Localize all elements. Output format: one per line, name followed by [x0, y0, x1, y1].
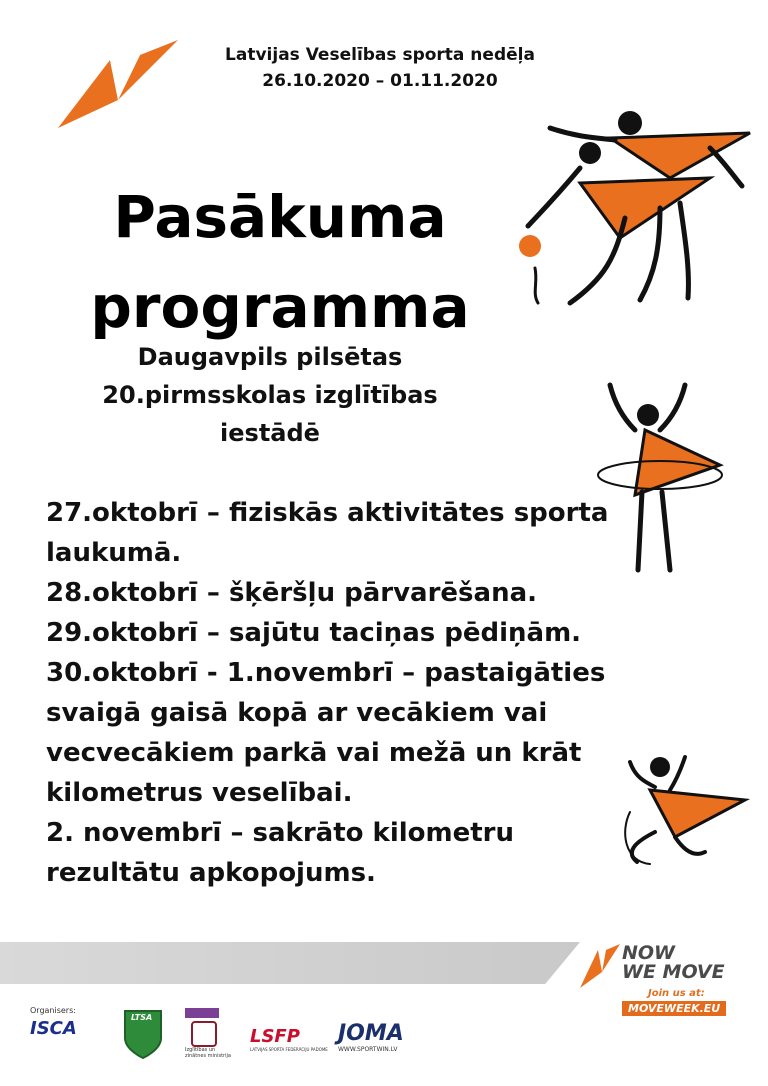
subtitle-line-2: 20.pirmsskolas izglītības	[102, 381, 438, 409]
page-title	[60, 172, 500, 352]
ltsa-logo-text: LTSA	[131, 1013, 153, 1022]
ministry-crest-icon	[191, 1021, 217, 1047]
ministry-name: Izglītības un zinātnes ministrija	[185, 1047, 231, 1059]
program-item	[46, 573, 666, 613]
hula-hoop-illustration	[590, 380, 730, 580]
title-line-2: programma	[90, 273, 470, 341]
moveweek-arrow-logo	[50, 40, 180, 135]
subtitle	[70, 338, 470, 452]
brand-line-1: NOW	[622, 942, 676, 964]
ball-players-illustration	[510, 108, 755, 313]
now-we-move-logo	[578, 938, 748, 1018]
program-item-text: vecvecākiem parkā vai mežā un krāt	[46, 738, 582, 768]
ministry-color-bar	[185, 1008, 219, 1018]
program-item-text: kilometrus veselībai.	[46, 778, 353, 808]
isca-logo-text: ISCA	[30, 1018, 77, 1039]
joma-subtitle: WWW.SPORTWIN.LV	[338, 1046, 398, 1053]
program-item-text: 28.oktobrī – šķēršļu pārvarēšana.	[46, 578, 538, 608]
subtitle-line-1: Daugavpils pilsētas	[137, 343, 403, 371]
program-item-text: svaigā gaisā kopā ar vecākiem vai	[46, 698, 548, 728]
moveweek-arrow-icon	[578, 940, 622, 990]
isca-logo	[30, 1018, 102, 1040]
joma-logo	[338, 1022, 428, 1056]
event-header	[200, 42, 560, 94]
footer-band	[0, 942, 580, 984]
program-list	[46, 493, 666, 893]
event-dates: 26.10.2020 – 01.11.2020	[262, 71, 498, 91]
organisers-label: Organisers:	[30, 1006, 76, 1015]
program-item-text: 30.oktobrī - 1.novembrī – pastaigāties	[46, 658, 606, 688]
program-item-text: 27.oktobrī – fiziskās aktivitātes sporta	[46, 498, 609, 528]
program-item-text: 29.oktobrī – sajūtu taciņas pēdiņām.	[46, 618, 582, 648]
joma-logo-text: JOMA	[338, 1021, 404, 1046]
program-item	[46, 653, 666, 813]
program-item	[46, 493, 666, 573]
title-line-1: Pasākuma	[113, 183, 447, 251]
program-item-text: 2. novembrī – sakrāto kilometru	[46, 818, 514, 848]
ministry-logo	[185, 1008, 235, 1072]
subtitle-line-3: iestādē	[220, 419, 320, 447]
lsfp-logo	[250, 1026, 328, 1056]
program-item	[46, 613, 666, 653]
moveweek-url[interactable]: MOVEWEEK.EU	[622, 1001, 726, 1016]
ltsa-logo	[122, 1008, 164, 1060]
lsfp-logo-text: LSFP	[250, 1026, 300, 1047]
brand-line-2: WE MOVE	[622, 961, 725, 983]
program-item-text: rezultātu apkopojums.	[46, 858, 376, 888]
runner-illustration	[615, 752, 755, 872]
program-item	[46, 813, 666, 893]
lsfp-subtitle: LATVIJAS SPORTA FEDERĀCIJU PADOME	[250, 1047, 328, 1052]
join-text: Join us at:	[648, 988, 705, 999]
event-name: Latvijas Veselības sporta nedēļa	[225, 45, 535, 65]
program-item-text: laukumā.	[46, 538, 182, 568]
